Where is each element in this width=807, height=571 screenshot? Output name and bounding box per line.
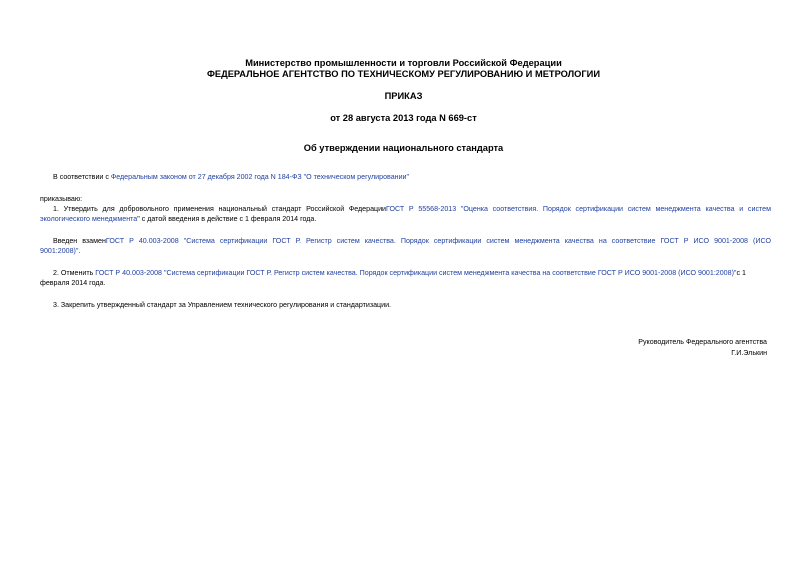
gost-40003-cancel-link[interactable]: ГОСТ Р 40.003-2008 "Система сертификации ГОСТ Р. Регистр систем качества. Порядок сертификации систем менеджмента качества на соответствие ГОСТ Р ИСО 9001-2008 (ИСО 9001:2008)" (95, 269, 737, 277)
gost-40003-link-cont[interactable]: 9001:2008)" (40, 247, 79, 255)
doc-type-heading: ПРИКАЗ (384, 91, 423, 101)
item2-line2: февраля 2014 года. (40, 279, 106, 287)
replace-line2 (40, 246, 80, 257)
gost-55568-link-cont[interactable]: экологического менеджмента (40, 215, 138, 223)
item3-paragraph: 3. Закрепить утвержденный стандарт за Управлением технического регулирования и стандартизации. (53, 301, 392, 309)
item1-line1 (53, 204, 771, 215)
item1-prefix: 1. Утвердить для добровольного применения национальный стандарт Российской Федерации (53, 205, 386, 213)
replace-prefix: Введен взамен (53, 237, 106, 245)
preamble-prefix: В соответствии с (53, 173, 111, 181)
signature-role: Руководитель Федерального агентства (638, 338, 767, 346)
gost-40003-link[interactable]: ГОСТ Р 40.003-2008 "Система сертификации ГОСТ Р. Регистр систем качества. Порядок сертификации систем менеджмента качества на соответствие ГОСТ Р ИСО 9001-2008 (ИСО (105, 237, 771, 245)
item2-prefix: 2. Отменить (53, 269, 96, 277)
replace-suffix: . (78, 247, 81, 255)
gost-55568-link[interactable]: ГОСТ Р 55568-2013 "Оценка соответствия. Порядок сертификации систем менеджмента качества и систем (386, 205, 771, 213)
federal-law-link[interactable]: Федеральным законом от 27 декабря 2002 года N 184-ФЗ "О техническом регулировании" (110, 173, 410, 181)
order-word: приказываю: (40, 195, 83, 203)
signature-name: Г.И.Элькин (731, 349, 767, 357)
doc-title-heading: Об утверждении национального стандарта (303, 143, 504, 153)
item2-tail: с 1 (736, 269, 746, 277)
doc-date-heading: от 28 августа 2013 года N 669-ст (330, 113, 477, 123)
replace-line1 (53, 236, 771, 247)
agency-heading: ФЕДЕРАЛЬНОЕ АГЕНТСТВО ПО ТЕХНИЧЕСКОМУ РЕГУЛИРОВАНИЮ И МЕТРОЛОГИИ (206, 69, 601, 79)
item1-line2 (40, 214, 316, 225)
item2-line1 (53, 268, 746, 279)
ministry-heading: Министерство промышленности и торговли Российской Федерации (245, 58, 562, 68)
preamble-paragraph (53, 172, 409, 183)
item1-suffix: " с датой введения в действие с 1 февраля 2014 года. (137, 215, 317, 223)
